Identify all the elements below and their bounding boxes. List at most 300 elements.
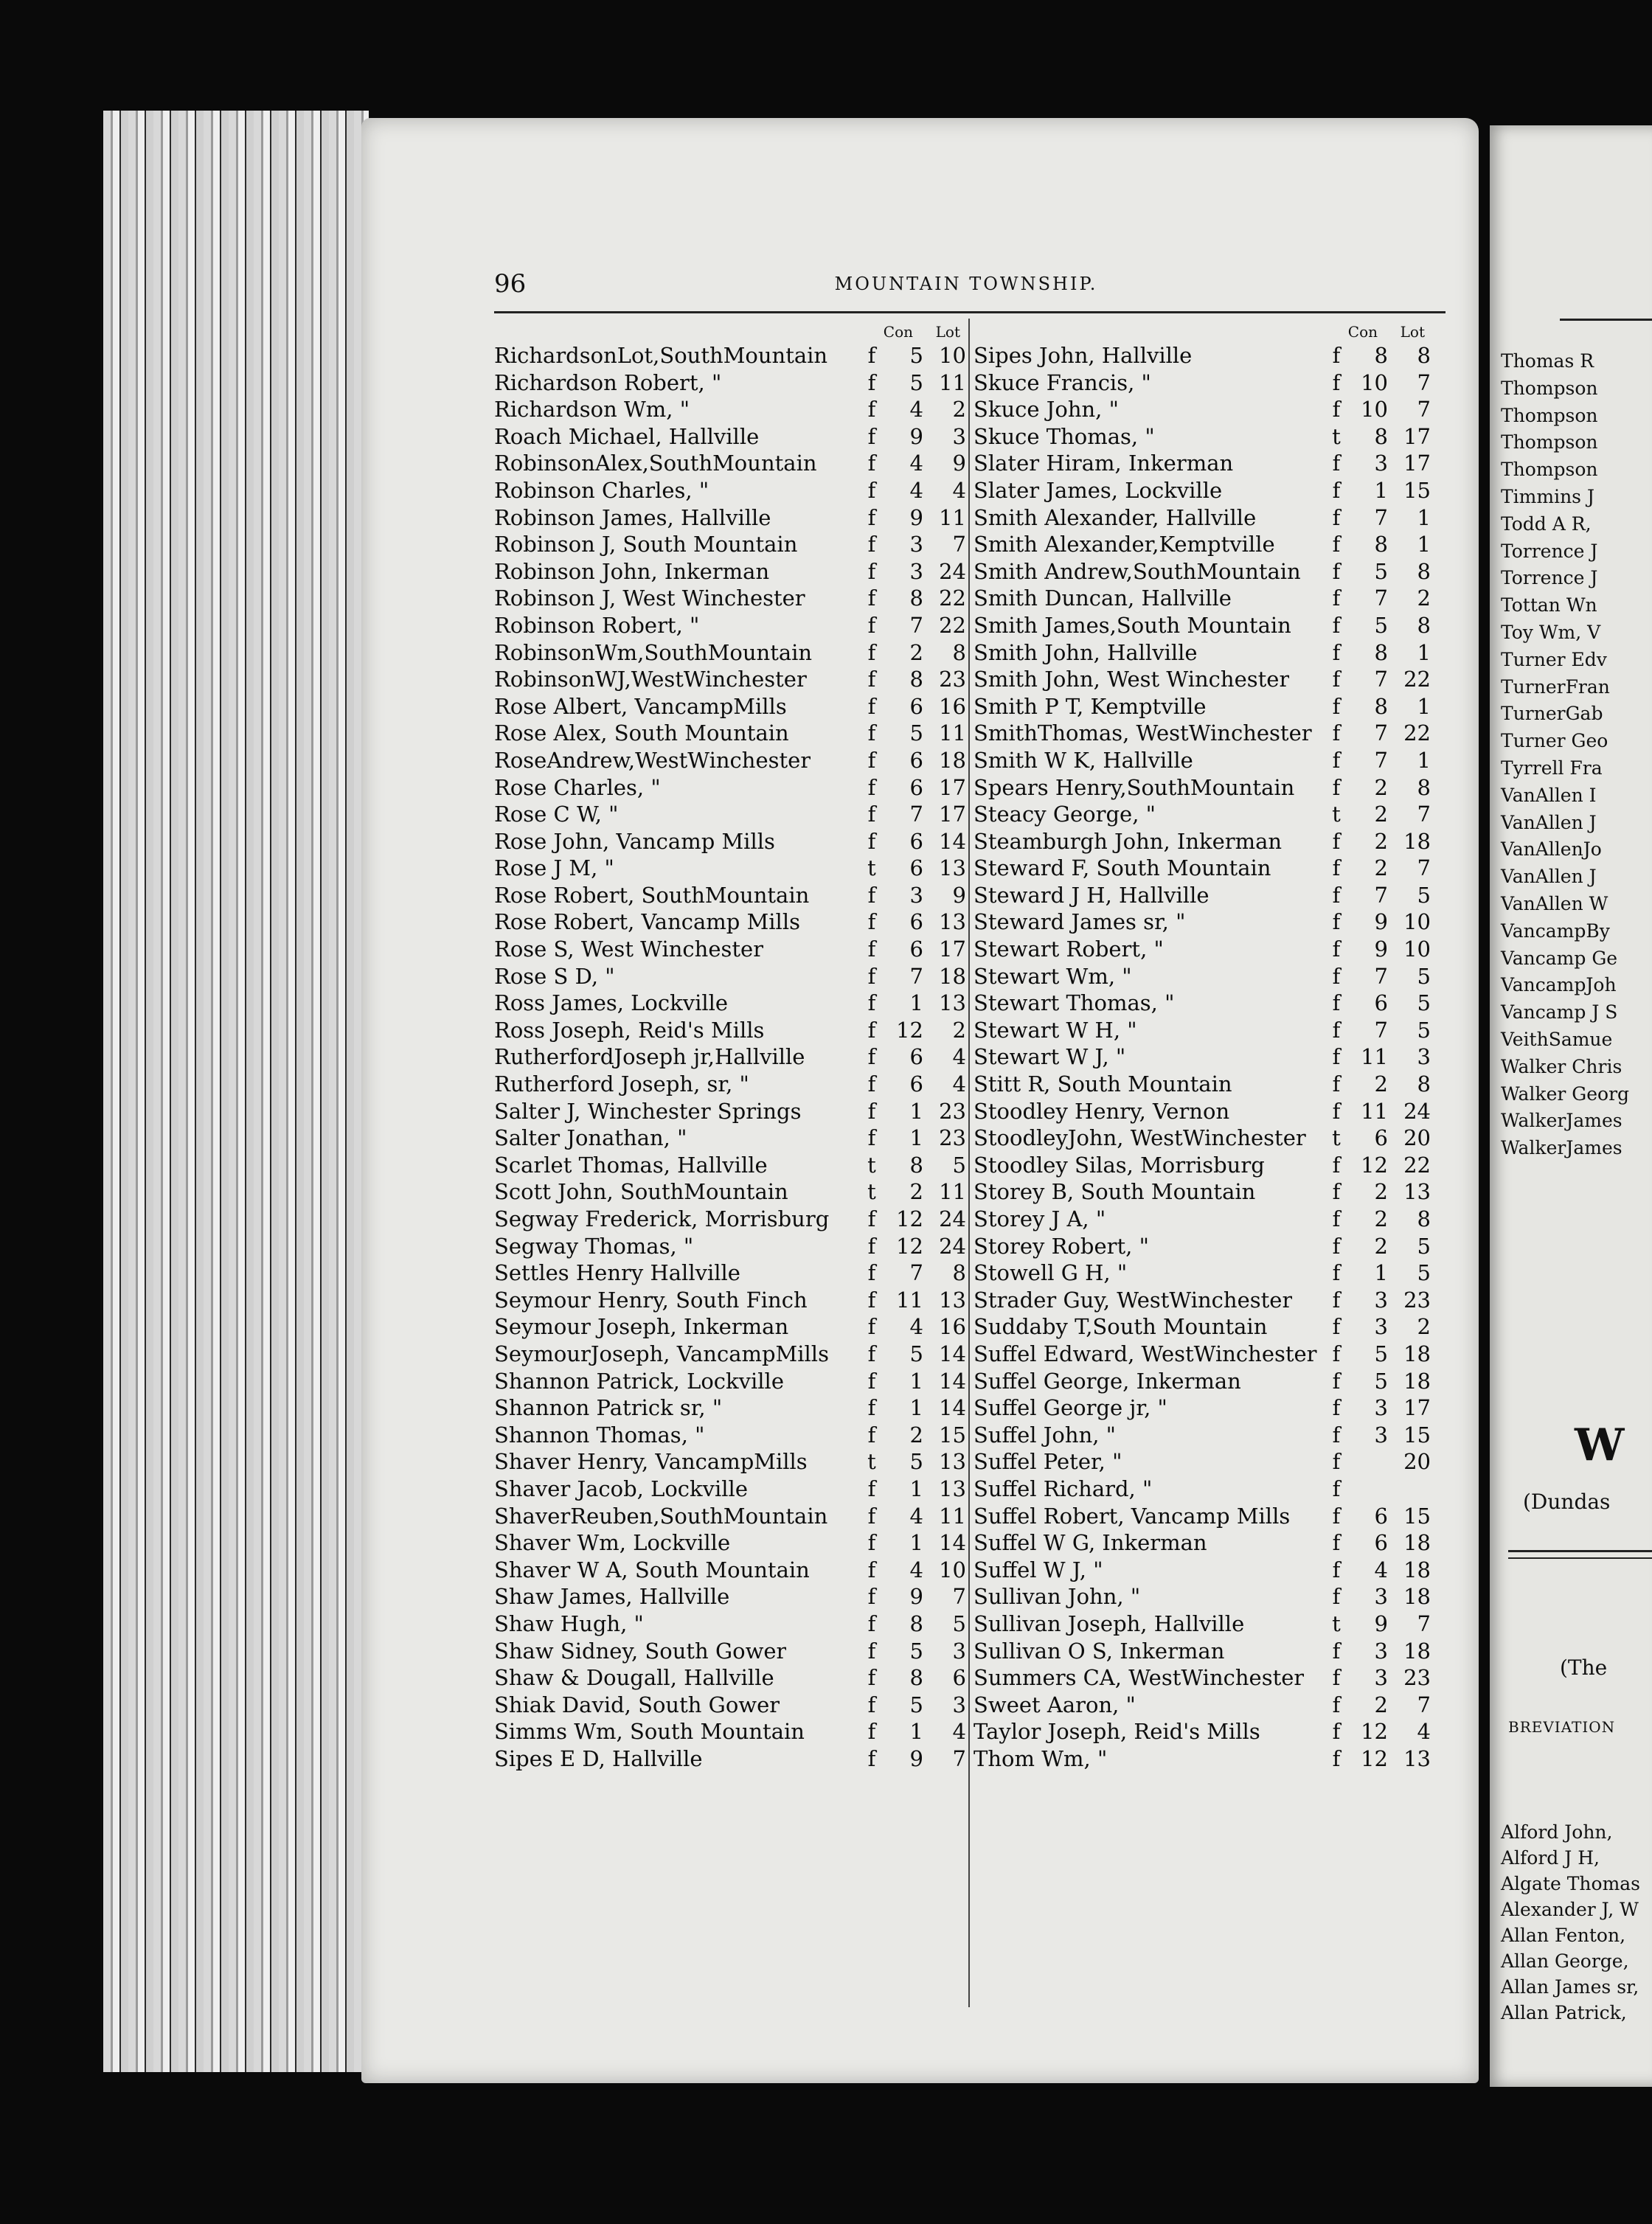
- entry-concession: 6: [1374, 1503, 1388, 1529]
- entry-concession: 3: [909, 882, 923, 908]
- entry-concession: 7: [1374, 667, 1388, 692]
- entry-name: Seymour Joseph, Inkerman: [494, 1314, 789, 1340]
- entry-tenure: t: [867, 1152, 876, 1178]
- entry-lot: 18: [1403, 1557, 1431, 1582]
- entry-name: Rose S D, ": [494, 963, 615, 989]
- directory-entry: [494, 585, 966, 612]
- entry-tenure: f: [1332, 963, 1341, 989]
- entry-tenure: f: [867, 397, 876, 423]
- directory-entry: [974, 1071, 1431, 1098]
- entry-name: Skuce Thomas, ": [974, 423, 1155, 449]
- directory-entry: [974, 1529, 1431, 1557]
- entry-concession: 5: [1374, 558, 1388, 584]
- entry-concession: 2: [1374, 828, 1388, 854]
- facing-entry: VanAllen I: [1501, 784, 1597, 806]
- entry-name: Simms Wm, South Mountain: [494, 1719, 805, 1745]
- entry-tenure: t: [1332, 1125, 1341, 1151]
- facing-entry: WalkerJames: [1501, 1110, 1622, 1132]
- section-rule: [1508, 1557, 1652, 1559]
- directory-entry: [494, 1422, 966, 1449]
- entry-tenure: f: [1332, 936, 1341, 962]
- entry-lot: 13: [1403, 1179, 1431, 1205]
- entry-name: Steward F, South Mountain: [974, 855, 1271, 881]
- entry-concession: 5: [909, 1449, 923, 1475]
- entry-concession: 2: [1374, 1179, 1388, 1205]
- entry-name: Suffel Peter, ": [974, 1449, 1122, 1475]
- directory-entry: [494, 747, 966, 774]
- entry-lot: 23: [939, 667, 966, 692]
- directory-entry: [494, 1529, 966, 1557]
- directory-entry: [974, 423, 1431, 451]
- entry-name: Smith P T, Kemptville: [974, 693, 1207, 719]
- entry-tenure: f: [1332, 1098, 1341, 1124]
- facing-entry: VanAllen W: [1501, 893, 1608, 914]
- entry-lot: 18: [1403, 828, 1431, 854]
- entry-name: Suffel W J, ": [974, 1557, 1103, 1582]
- entry-name: Robinson John, Inkerman: [494, 558, 770, 584]
- column-header: [494, 319, 966, 342]
- directory-entry: [494, 1692, 966, 1719]
- entry-name: Suddaby T,South Mountain: [974, 1314, 1268, 1340]
- entry-name: Rose J M, ": [494, 855, 614, 881]
- directory-entry: [494, 963, 966, 990]
- entry-concession: 2: [909, 1422, 923, 1448]
- entry-name: RobinsonWJ,WestWinchester: [494, 667, 807, 692]
- entry-lot: 10: [939, 343, 966, 368]
- entry-tenure: f: [1332, 1044, 1341, 1070]
- entry-name: Slater James, Lockville: [974, 477, 1223, 503]
- entry-concession: 2: [1374, 774, 1388, 800]
- entry-lot: 5: [1417, 1233, 1431, 1259]
- directory-column-right: [974, 319, 1431, 1772]
- entry-lot: 17: [939, 936, 966, 962]
- entry-concession: 8: [1374, 343, 1388, 368]
- entry-name: Summers CA, WestWinchester: [974, 1665, 1305, 1691]
- directory-entry: [974, 1664, 1431, 1692]
- entry-name: Stitt R, South Mountain: [974, 1071, 1232, 1097]
- facing-entry: Alexander J, W: [1501, 1899, 1639, 1920]
- entry-concession: 9: [909, 423, 923, 449]
- entry-name: Shaw & Dougall, Hallville: [494, 1665, 774, 1691]
- directory-entry: [494, 1259, 966, 1287]
- directory-entry: [974, 1259, 1431, 1287]
- entry-concession: 7: [909, 963, 923, 989]
- entry-tenure: f: [867, 585, 876, 611]
- entry-lot: 15: [1403, 1422, 1431, 1448]
- entry-tenure: f: [1332, 1152, 1341, 1178]
- entry-tenure: f: [867, 1503, 876, 1529]
- entry-concession: 6: [909, 855, 923, 881]
- entry-name: Rose John, Vancamp Mills: [494, 828, 775, 854]
- entry-tenure: t: [867, 855, 876, 881]
- entry-name: Smith James,South Mountain: [974, 612, 1291, 638]
- lot-header: Lot: [935, 323, 960, 341]
- entry-lot: 18: [939, 747, 966, 773]
- directory-entry: [494, 693, 966, 720]
- entry-tenure: f: [1332, 1665, 1341, 1691]
- entry-tenure: f: [1332, 1476, 1341, 1501]
- entry-concession: 8: [1374, 532, 1388, 557]
- entry-concession: 5: [909, 720, 923, 746]
- entry-concession: 1: [1374, 477, 1388, 503]
- entry-concession: 3: [1374, 451, 1388, 476]
- entry-tenure: f: [1332, 747, 1341, 773]
- entry-concession: 6: [909, 774, 923, 800]
- entry-name: Segway Thomas, ": [494, 1233, 694, 1259]
- facing-entry: VeithSamue: [1501, 1029, 1613, 1050]
- entry-tenure: f: [867, 612, 876, 638]
- entry-lot: 8: [1417, 558, 1431, 584]
- facing-entry: Allan Fenton,: [1501, 1925, 1626, 1946]
- entry-name: SmithThomas, WestWinchester: [974, 720, 1312, 746]
- entry-lot: 17: [1403, 423, 1431, 449]
- entry-tenure: t: [1332, 423, 1341, 449]
- entry-name: Stewart Wm, ": [974, 963, 1132, 989]
- entry-lot: 10: [1403, 909, 1431, 935]
- entry-name: Sipes John, Hallville: [974, 343, 1193, 368]
- entry-tenure: f: [867, 802, 876, 827]
- directory-entry: [494, 1341, 966, 1368]
- entry-tenure: f: [867, 1368, 876, 1394]
- entry-lot: 13: [939, 1476, 966, 1501]
- abbreviations-label: BREVIATION: [1508, 1718, 1616, 1736]
- entry-list-right: [974, 342, 1431, 1772]
- entry-lot: 22: [939, 612, 966, 638]
- header-rule: [494, 311, 1446, 313]
- facing-entry: Allan George,: [1501, 1950, 1629, 1972]
- entry-tenure: f: [867, 504, 876, 530]
- entry-lot: 4: [952, 1719, 966, 1745]
- entry-name: Shaw James, Hallville: [494, 1584, 730, 1610]
- entry-concession: 3: [1374, 1314, 1388, 1340]
- facing-entry: Torrence J: [1501, 540, 1598, 562]
- entry-tenure: f: [1332, 397, 1341, 423]
- entry-tenure: f: [867, 1017, 876, 1043]
- entry-concession: 8: [909, 667, 923, 692]
- entry-concession: 2: [1374, 1071, 1388, 1097]
- entry-name: Seymour Henry, South Finch: [494, 1287, 808, 1313]
- entry-lot: 5: [1417, 990, 1431, 1016]
- entry-name: StoodleyJohn, WestWinchester: [974, 1125, 1306, 1151]
- directory-entry: [974, 963, 1431, 990]
- book-page-edges: [103, 111, 369, 2072]
- entry-concession: 7: [1374, 747, 1388, 773]
- entry-name: Stewart W J, ": [974, 1044, 1126, 1070]
- entry-lot: 24: [1403, 1098, 1431, 1124]
- directory-entry: [494, 1125, 966, 1152]
- entry-tenure: f: [867, 1584, 876, 1610]
- entry-name: Salter J, Winchester Springs: [494, 1098, 802, 1124]
- directory-entry: [494, 1610, 966, 1638]
- entry-name: Shaver Wm, Lockville: [494, 1530, 731, 1556]
- running-title: MOUNTAIN TOWNSHIP.: [834, 274, 1098, 294]
- entry-concession: 7: [1374, 720, 1388, 746]
- facing-entry: WalkerJames: [1501, 1137, 1622, 1159]
- entry-concession: 6: [1374, 1125, 1388, 1151]
- entry-concession: 6: [909, 747, 923, 773]
- entry-tenure: f: [1332, 1017, 1341, 1043]
- entry-name: Storey J A, ": [974, 1206, 1106, 1231]
- entry-tenure: f: [867, 720, 876, 746]
- entry-tenure: f: [1332, 828, 1341, 854]
- entry-concession: 5: [909, 1638, 923, 1664]
- entry-tenure: f: [1332, 1719, 1341, 1745]
- directory-entry: [494, 801, 966, 828]
- entry-concession: 6: [909, 693, 923, 719]
- entry-name: Suffel Edward, WestWinchester: [974, 1341, 1317, 1366]
- entry-tenure: f: [867, 1719, 876, 1745]
- entry-lot: 18: [1403, 1638, 1431, 1664]
- entry-lot: 9: [952, 451, 966, 476]
- entry-tenure: f: [1332, 1341, 1341, 1366]
- directory-entry: [974, 1692, 1431, 1719]
- entry-tenure: f: [1332, 720, 1341, 746]
- column-divider: [968, 319, 970, 2007]
- entry-lot: 5: [1417, 963, 1431, 989]
- entry-lot: 4: [952, 1044, 966, 1070]
- entry-lot: 14: [939, 1341, 966, 1366]
- entry-name: Shannon Patrick, Lockville: [494, 1368, 784, 1394]
- facing-entry: Torrence J: [1501, 567, 1598, 589]
- facing-header-rule: [1560, 319, 1652, 321]
- entry-lot: 2: [1417, 1314, 1431, 1340]
- entry-tenure: f: [867, 1098, 876, 1124]
- directory-entry: [974, 1718, 1431, 1745]
- entry-tenure: f: [867, 1557, 876, 1582]
- entry-lot: 16: [939, 1314, 966, 1340]
- entry-name: Sweet Aaron, ": [974, 1692, 1136, 1717]
- entry-tenure: f: [867, 477, 876, 503]
- directory-entry: [494, 558, 966, 585]
- entry-concession: 12: [1361, 1745, 1388, 1771]
- directory-entry: [974, 1152, 1431, 1179]
- entry-name: Sullivan O S, Inkerman: [974, 1638, 1225, 1664]
- directory-entry: [974, 477, 1431, 504]
- entry-name: Stowell G H, ": [974, 1260, 1128, 1286]
- directory-entry: [494, 1152, 966, 1179]
- entry-name: Richardson Wm, ": [494, 397, 690, 423]
- entry-tenure: f: [867, 1071, 876, 1097]
- entry-tenure: f: [867, 1287, 876, 1313]
- directory-entry: [494, 1368, 966, 1395]
- directory-entry: [974, 396, 1431, 423]
- entry-tenure: f: [867, 1125, 876, 1151]
- entry-tenure: f: [867, 828, 876, 854]
- entry-lot: 1: [1417, 639, 1431, 665]
- entry-lot: 11: [939, 369, 966, 395]
- entry-name: Scott John, SouthMountain: [494, 1179, 788, 1205]
- directory-entry: [494, 936, 966, 963]
- entry-lot: 13: [939, 990, 966, 1016]
- entry-name: Shaw Sidney, South Gower: [494, 1638, 787, 1664]
- entry-name: Steacy George, ": [974, 802, 1156, 827]
- entry-tenure: f: [1332, 639, 1341, 665]
- entry-lot: 8: [952, 639, 966, 665]
- entry-name: Storey B, South Mountain: [974, 1179, 1256, 1205]
- entry-lot: 24: [939, 1233, 966, 1259]
- facing-entry: Turner Geo: [1501, 730, 1608, 752]
- entry-concession: 7: [1374, 585, 1388, 611]
- directory-entry: [974, 369, 1431, 397]
- entry-concession: 7: [909, 802, 923, 827]
- entry-name: ShaverReuben,SouthMountain: [494, 1503, 828, 1529]
- facing-entry: Tyrrell Fra: [1501, 757, 1603, 779]
- entry-name: Smith Duncan, Hallville: [974, 585, 1232, 611]
- facing-entry: Alford J H,: [1501, 1847, 1600, 1869]
- entry-tenure: f: [867, 1260, 876, 1286]
- entry-concession: 10: [1361, 397, 1388, 423]
- directory-entry: [974, 1503, 1431, 1530]
- entry-concession: 8: [1374, 639, 1388, 665]
- entry-tenure: t: [867, 1449, 876, 1475]
- entry-name: Sullivan John, ": [974, 1584, 1141, 1610]
- directory-entry: [494, 531, 966, 558]
- entry-tenure: f: [1332, 1179, 1341, 1205]
- entry-tenure: f: [867, 1610, 876, 1636]
- entry-tenure: f: [1332, 990, 1341, 1016]
- directory-entry: [494, 1287, 966, 1314]
- entry-tenure: f: [867, 693, 876, 719]
- entry-lot: 3: [952, 423, 966, 449]
- entry-concession: 11: [1361, 1044, 1388, 1070]
- directory-entry: [974, 1125, 1431, 1152]
- entry-name: Smith W K, Hallville: [974, 747, 1193, 773]
- entry-lot: 17: [1403, 1395, 1431, 1421]
- entry-tenure: f: [1332, 1395, 1341, 1421]
- directory-entry: [974, 1583, 1431, 1610]
- facing-entry: Vancamp Ge: [1501, 947, 1618, 969]
- directory-entry: [494, 1233, 966, 1260]
- entry-tenure: f: [867, 990, 876, 1016]
- entry-concession: 5: [909, 1692, 923, 1717]
- directory-entry: [974, 531, 1431, 558]
- entry-tenure: f: [1332, 1530, 1341, 1556]
- entry-lot: 6: [952, 1665, 966, 1691]
- entry-concession: 4: [909, 1314, 923, 1340]
- entry-name: Rutherford Joseph, sr, ": [494, 1071, 749, 1097]
- facing-entry: Vancamp J S: [1501, 1001, 1618, 1024]
- directory-entry: [494, 1394, 966, 1422]
- facing-entry: Thompson: [1501, 431, 1598, 454]
- directory-entry: [974, 990, 1431, 1017]
- directory-entry: [974, 828, 1431, 855]
- entry-lot: 3: [1417, 1044, 1431, 1070]
- entry-name: Smith John, West Winchester: [974, 667, 1290, 692]
- con-header: Con: [1347, 323, 1378, 341]
- directory-entry: [494, 1206, 966, 1233]
- directory-entry: [974, 342, 1431, 369]
- entry-tenure: f: [1332, 1557, 1341, 1582]
- entry-name: Rose Robert, Vancamp Mills: [494, 909, 800, 935]
- entry-concession: 9: [1374, 909, 1388, 935]
- entry-tenure: f: [1332, 1368, 1341, 1394]
- entry-tenure: f: [1332, 369, 1341, 395]
- directory-entry: [974, 1394, 1431, 1422]
- facing-entry: Toy Wm, V: [1501, 622, 1601, 643]
- entry-lot: 7: [1417, 1692, 1431, 1717]
- entry-lot: 24: [939, 558, 966, 584]
- entry-tenure: f: [867, 747, 876, 773]
- entry-concession: 1: [909, 1530, 923, 1556]
- entry-concession: 1: [909, 1476, 923, 1501]
- entry-name: Strader Guy, WestWinchester: [974, 1287, 1293, 1313]
- facing-entry: Allan Patrick,: [1501, 2002, 1627, 2023]
- entry-tenure: f: [1332, 451, 1341, 476]
- entry-name: Suffel W G, Inkerman: [974, 1530, 1207, 1556]
- entry-lot: 5: [1417, 882, 1431, 908]
- entry-concession: 3: [1374, 1584, 1388, 1610]
- entry-concession: 8: [909, 1610, 923, 1636]
- entry-name: Roach Michael, Hallville: [494, 423, 760, 449]
- entry-tenure: f: [867, 1692, 876, 1717]
- directory-entry: [494, 1583, 966, 1610]
- entry-concession: 4: [1374, 1557, 1388, 1582]
- entry-concession: 2: [1374, 1692, 1388, 1717]
- directory-entry: [494, 342, 966, 369]
- entry-tenure: f: [1332, 1287, 1341, 1313]
- directory-entry: [494, 1071, 966, 1098]
- directory-entry: [974, 504, 1431, 532]
- entry-name: Stewart W H, ": [974, 1017, 1137, 1043]
- entry-tenure: f: [867, 667, 876, 692]
- facing-page: [1490, 125, 1652, 2087]
- entry-lot: 7: [1417, 369, 1431, 395]
- entry-tenure: f: [867, 909, 876, 935]
- entry-concession: 12: [896, 1233, 923, 1259]
- facing-entry: Walker Georg: [1501, 1083, 1630, 1105]
- entry-tenure: f: [867, 369, 876, 395]
- entry-tenure: f: [1332, 1206, 1341, 1231]
- entry-lot: 11: [939, 504, 966, 530]
- entry-name: Scarlet Thomas, Hallville: [494, 1152, 768, 1178]
- directory-entry: [974, 1178, 1431, 1206]
- entry-name: Settles Henry Hallville: [494, 1260, 740, 1286]
- entry-concession: 2: [909, 639, 923, 665]
- directory-entry: [974, 1638, 1431, 1665]
- directory-entry: [494, 1476, 966, 1503]
- entry-lot: 10: [1403, 936, 1431, 962]
- entry-concession: 12: [896, 1017, 923, 1043]
- entry-lot: 16: [939, 693, 966, 719]
- entry-name: Salter Jonathan, ": [494, 1125, 687, 1151]
- directory-entry: [974, 612, 1431, 639]
- entry-tenure: f: [1332, 504, 1341, 530]
- entry-tenure: f: [867, 532, 876, 557]
- entry-name: Sipes E D, Hallville: [494, 1745, 703, 1771]
- directory-entry: [974, 882, 1431, 909]
- entry-concession: 4: [909, 1503, 923, 1529]
- entry-name: Skuce John, ": [974, 397, 1119, 423]
- entry-tenure: f: [1332, 1233, 1341, 1259]
- entry-name: Shaw Hugh, ": [494, 1610, 644, 1636]
- entry-name: Smith Alexander,Kemptville: [974, 532, 1275, 557]
- entry-concession: 7: [1374, 963, 1388, 989]
- facing-entry: Walker Chris: [1501, 1055, 1622, 1077]
- entry-name: Smith Alexander, Hallville: [974, 504, 1257, 530]
- entry-lot: 7: [1417, 855, 1431, 881]
- entry-lot: 1: [1417, 532, 1431, 557]
- entry-name: RobinsonAlex,SouthMountain: [494, 451, 817, 476]
- page-number: 96: [494, 269, 527, 299]
- entry-lot: 8: [1417, 774, 1431, 800]
- entry-tenure: f: [1332, 1314, 1341, 1340]
- entry-lot: 18: [1403, 1530, 1431, 1556]
- entry-concession: 9: [909, 1584, 923, 1610]
- facing-entry: VancampJoh: [1501, 974, 1617, 996]
- entry-concession: 4: [909, 397, 923, 423]
- directory-entry: [494, 908, 966, 936]
- entry-concession: 4: [909, 477, 923, 503]
